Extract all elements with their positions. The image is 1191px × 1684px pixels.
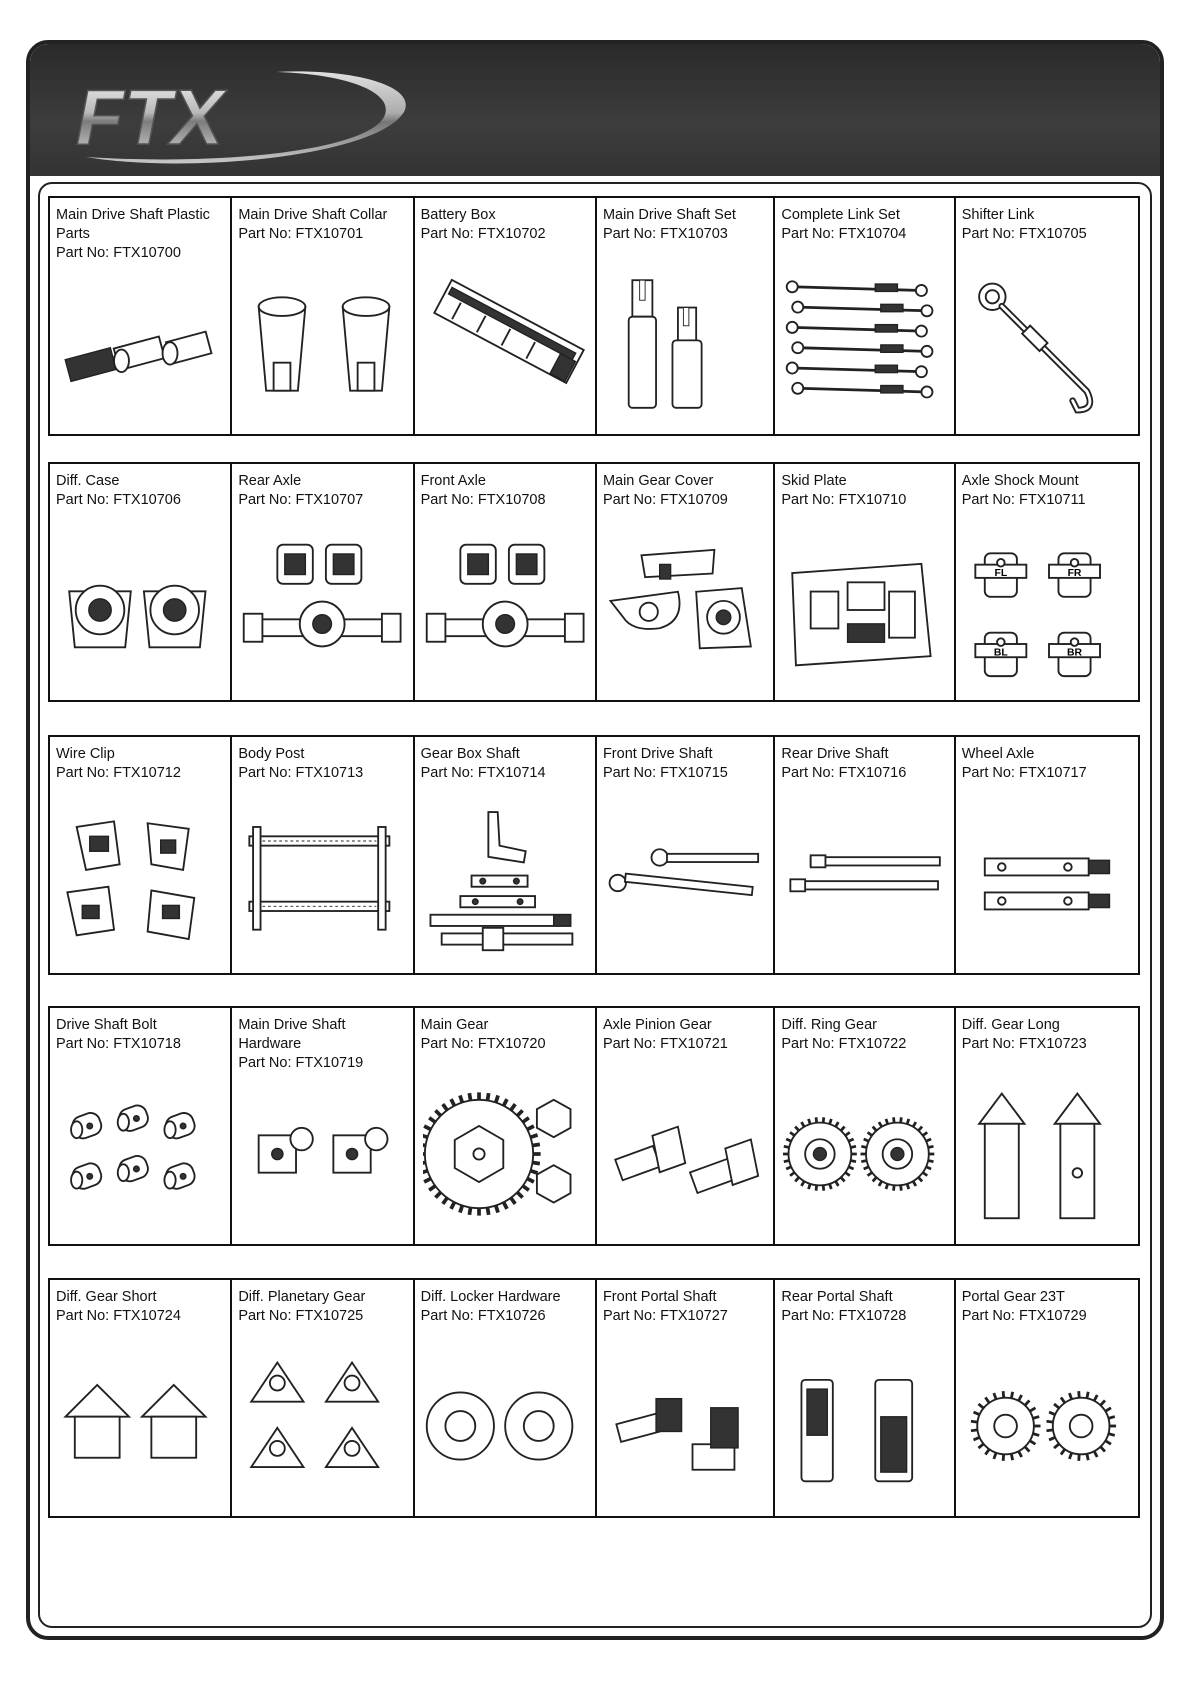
part-name: Wire Clip [56, 746, 115, 762]
part-name: Front Drive Shaft [602, 746, 713, 762]
part-cell [597, 1280, 775, 1516]
part-cell [775, 737, 955, 973]
parts-row [48, 462, 1140, 702]
part-caption [421, 472, 591, 510]
part-name: Gear Box Shaft [420, 746, 520, 762]
part-caption [421, 1016, 591, 1054]
shock-mount-label: BR [1066, 647, 1082, 659]
part-number: Part No: FTX10729 [961, 1308, 1087, 1324]
part-name: Drive Shaft Bolt [56, 1017, 157, 1033]
part-caption [56, 472, 226, 510]
part-caption [962, 206, 1134, 244]
part-number: Part No: FTX10703 [602, 226, 728, 242]
part-caption [56, 745, 226, 783]
front-portal-shaft-icon [605, 1346, 765, 1506]
part-number: Part No: FTX10724 [56, 1308, 181, 1324]
part-cell [775, 1008, 955, 1244]
part-caption [56, 206, 226, 263]
part-number: Part No: FTX10711 [961, 492, 1086, 508]
diff-gear-long-icon [964, 1074, 1130, 1234]
part-cell [50, 1280, 232, 1516]
part-caption [603, 472, 769, 510]
shock-mount-label: FR [1067, 567, 1082, 579]
shock-mount-icon [964, 530, 1130, 690]
part-name: Diff. Ring Gear [781, 1017, 878, 1033]
parts-row [48, 735, 1140, 975]
part-name: Shifter Link [961, 207, 1035, 223]
part-caption [781, 206, 949, 244]
part-name: Diff. Locker Hardware [420, 1289, 561, 1305]
part-number: Part No: FTX10727 [602, 1308, 728, 1324]
part-caption [781, 1288, 949, 1326]
pinion-gear-icon [605, 1074, 765, 1234]
part-name: Front Portal Shaft [602, 1289, 717, 1305]
part-number: Part No: FTX10701 [238, 226, 364, 242]
part-number: Part No: FTX10715 [602, 765, 728, 781]
part-number: Part No: FTX10721 [602, 1036, 728, 1052]
part-cell [597, 1008, 775, 1244]
part-cell [415, 464, 597, 700]
part-number: Part No: FTX10702 [420, 226, 546, 242]
rear-axle-icon [240, 530, 404, 690]
ftx-logo [46, 62, 426, 172]
part-number: Part No: FTX10726 [420, 1308, 546, 1324]
part-name: Main Drive Shaft Hardware [238, 1017, 346, 1052]
ring-gear-icon [783, 1074, 945, 1234]
wheel-axle-icon [964, 803, 1130, 963]
header-bar [30, 44, 1160, 176]
part-caption [603, 1016, 769, 1054]
body-post-icon [240, 803, 404, 963]
part-name: Complete Link Set [781, 207, 900, 223]
drive-shaft-set-icon [605, 264, 765, 424]
part-cell [775, 1280, 955, 1516]
part-caption [962, 1288, 1134, 1326]
part-name: Rear Drive Shaft [781, 746, 889, 762]
main-gear-icon [423, 1074, 587, 1234]
part-number: Part No: FTX10700 [56, 245, 181, 261]
part-number: Part No: FTX10709 [602, 492, 728, 508]
part-number: Part No: FTX10706 [56, 492, 181, 508]
part-name: Rear Portal Shaft [781, 1289, 893, 1305]
part-caption [603, 1288, 769, 1326]
parts-row [48, 1006, 1140, 1246]
part-number: Part No: FTX10718 [56, 1036, 181, 1052]
part-cell [415, 1280, 597, 1516]
skid-plate-icon [783, 530, 945, 690]
gear-cover-icon [605, 530, 765, 690]
parts-row [48, 196, 1140, 436]
part-name: Main Gear Cover [602, 473, 714, 489]
part-caption [781, 472, 949, 510]
part-cell [956, 198, 1138, 434]
part-caption [238, 1016, 408, 1073]
part-number: Part No: FTX10705 [961, 226, 1087, 242]
part-number: Part No: FTX10722 [781, 1036, 907, 1052]
part-number: Part No: FTX10716 [781, 765, 907, 781]
part-caption [238, 206, 408, 244]
part-name: Body Post [238, 746, 305, 762]
shifter-link-icon [964, 264, 1130, 424]
shock-mount-label: FL [994, 567, 1007, 579]
part-name: Diff. Gear Short [56, 1289, 157, 1305]
part-cell [956, 737, 1138, 973]
part-number: Part No: FTX10704 [781, 226, 907, 242]
part-cell [956, 1280, 1138, 1516]
part-name: Skid Plate [781, 473, 847, 489]
part-number: Part No: FTX10719 [238, 1055, 364, 1071]
parts-row [48, 1278, 1140, 1518]
front-axle-icon [423, 530, 587, 690]
part-caption [56, 1288, 226, 1326]
part-cell [597, 737, 775, 973]
front-drive-shaft-icon [605, 803, 765, 963]
part-cell [50, 1008, 232, 1244]
shock-mount-label: BL [993, 647, 1008, 659]
part-number: Part No: FTX10708 [420, 492, 546, 508]
part-name: Main Drive Shaft Collar [238, 207, 388, 223]
part-name: Battery Box [420, 207, 496, 223]
drive-shaft-bolt-icon [58, 1074, 222, 1234]
part-name: Diff. Gear Long [961, 1017, 1060, 1033]
drive-shaft-hardware-icon [240, 1074, 404, 1234]
part-name: Axle Pinion Gear [602, 1017, 712, 1033]
drive-shaft-plastic-parts-icon [58, 264, 222, 424]
part-caption [781, 745, 949, 783]
portal-gear-icon [964, 1346, 1130, 1506]
part-caption [56, 1016, 226, 1054]
part-cell [232, 1280, 414, 1516]
part-number: Part No: FTX10707 [238, 492, 364, 508]
gear-box-shaft-icon [423, 803, 587, 963]
part-number: Part No: FTX10717 [961, 765, 1087, 781]
locker-hardware-icon [423, 1346, 587, 1506]
part-name: Main Gear [420, 1017, 489, 1033]
rear-drive-shaft-icon [783, 803, 945, 963]
part-name: Main Drive Shaft Set [602, 207, 736, 223]
part-caption [421, 206, 591, 244]
part-cell [50, 464, 232, 700]
part-name: Main Drive Shaft Plastic Parts [56, 207, 210, 242]
part-cell [597, 198, 775, 434]
rear-portal-shaft-icon [783, 1346, 945, 1506]
part-name: Rear Axle [238, 473, 302, 489]
link-set-icon [783, 264, 945, 424]
part-cell [50, 198, 232, 434]
part-name: Diff. Planetary Gear [238, 1289, 366, 1305]
part-caption [603, 206, 769, 244]
part-number: Part No: FTX10712 [56, 765, 181, 781]
part-name: Portal Gear 23T [961, 1289, 1065, 1305]
part-caption [238, 745, 408, 783]
part-cell [232, 464, 414, 700]
part-number: Part No: FTX10725 [238, 1308, 364, 1324]
battery-box-icon [423, 264, 587, 424]
part-number: Part No: FTX10723 [961, 1036, 1087, 1052]
part-cell [232, 737, 414, 973]
part-cell [50, 737, 232, 973]
part-caption [421, 1288, 591, 1326]
wire-clip-icon [58, 803, 222, 963]
part-cell [415, 198, 597, 434]
part-cell [775, 464, 955, 700]
part-cell [956, 1008, 1138, 1244]
part-caption [962, 1016, 1134, 1054]
part-caption [962, 472, 1134, 510]
part-cell [232, 198, 414, 434]
diff-gear-short-icon [58, 1346, 222, 1506]
part-cell [415, 1008, 597, 1244]
part-caption [962, 745, 1134, 783]
part-name: Front Axle [420, 473, 486, 489]
part-cell [415, 737, 597, 973]
part-caption [238, 1288, 408, 1326]
planetary-gear-icon [240, 1346, 404, 1506]
part-name: Diff. Case [56, 473, 120, 489]
part-caption [781, 1016, 949, 1054]
part-name: Wheel Axle [961, 746, 1035, 762]
part-caption [603, 745, 769, 783]
diff-case-icon [58, 530, 222, 690]
logo-text: FTX [76, 73, 224, 161]
part-number: Part No: FTX10728 [781, 1308, 907, 1324]
part-caption [421, 745, 591, 783]
part-cell [597, 464, 775, 700]
part-number: Part No: FTX10720 [420, 1036, 546, 1052]
part-number: Part No: FTX10714 [420, 765, 546, 781]
part-cell [956, 464, 1138, 700]
part-cell [232, 1008, 414, 1244]
part-number: Part No: FTX10713 [238, 765, 364, 781]
drive-shaft-collar-icon [240, 264, 404, 424]
part-name: Axle Shock Mount [961, 473, 1079, 489]
part-cell [775, 198, 955, 434]
part-number: Part No: FTX10710 [781, 492, 907, 508]
part-caption [238, 472, 408, 510]
